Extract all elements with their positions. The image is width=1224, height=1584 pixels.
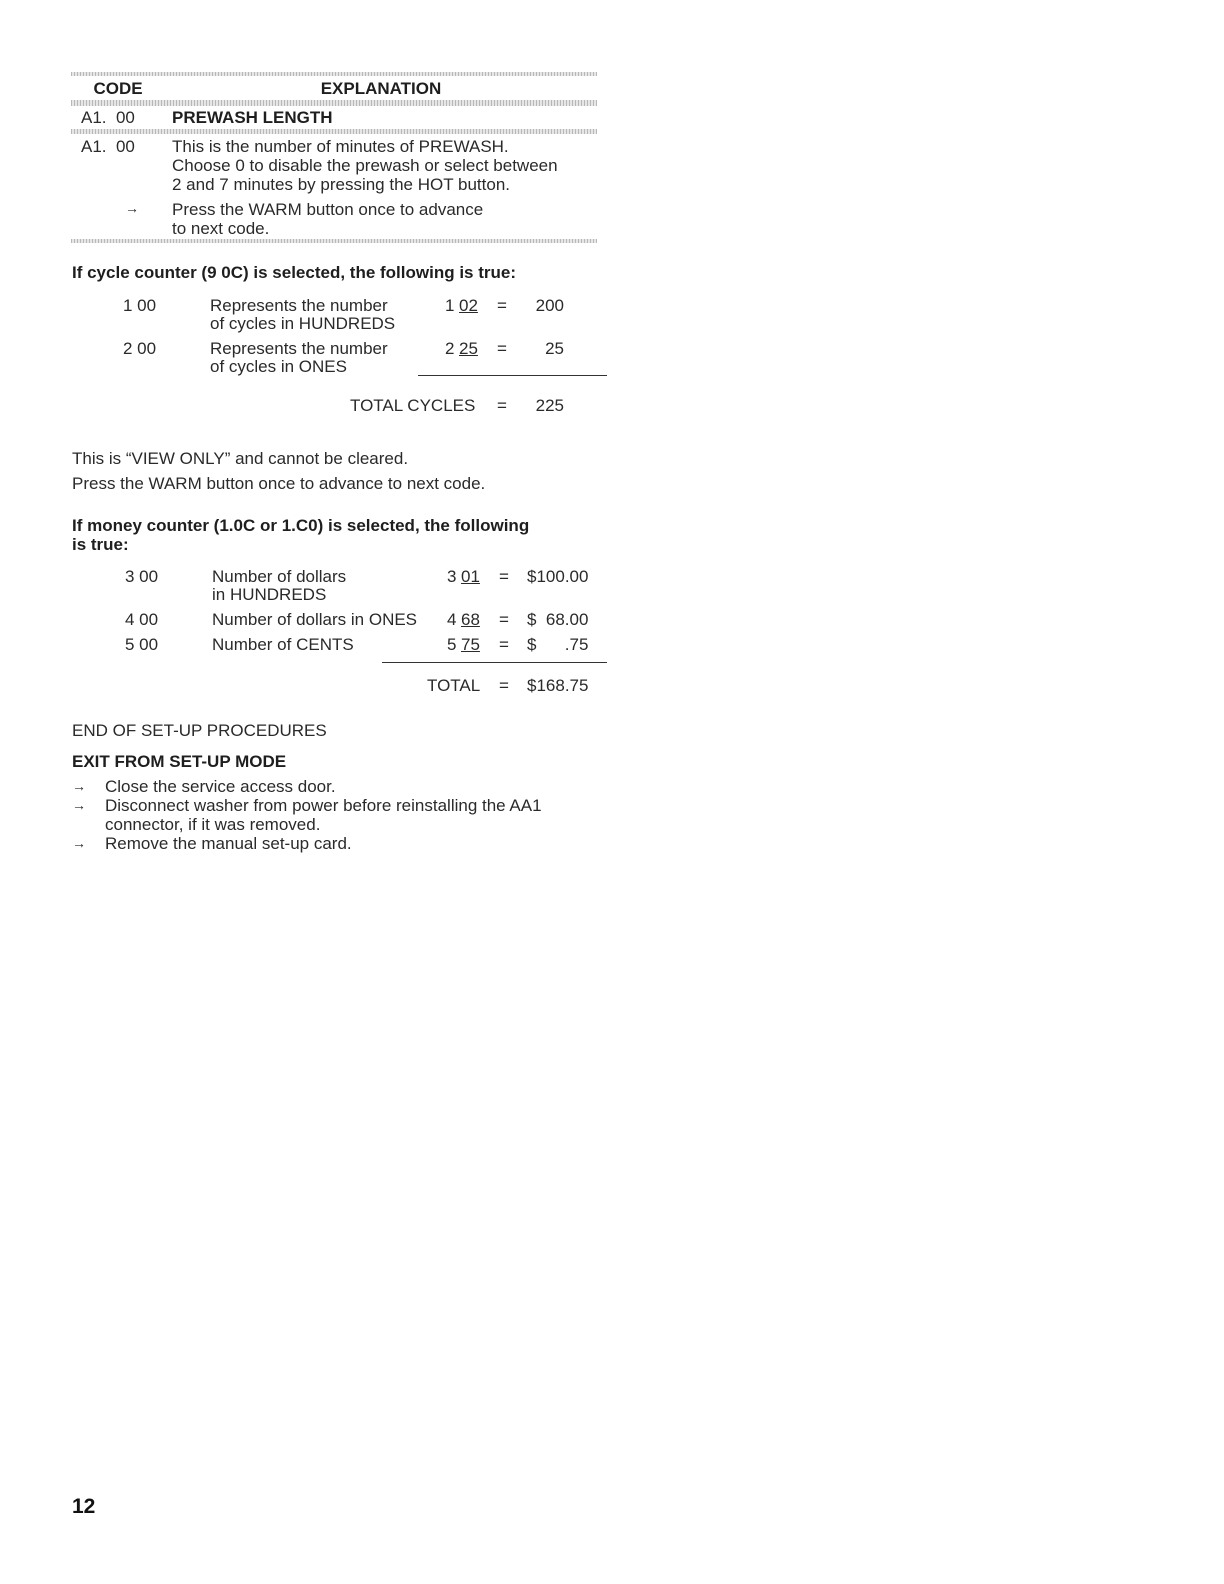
explanation-column-header: EXPLANATION [320, 79, 442, 98]
money-row-3-value: 75 [461, 635, 480, 654]
header-divider [71, 100, 597, 106]
cycle-row-1-value: 02 [459, 296, 478, 315]
exit-item-2-line-1: Disconnect washer from power before reinstalling the AA1 [105, 796, 542, 815]
cycle-row-2-digit: 2 [445, 339, 455, 358]
money-row-2-equals: = [499, 610, 509, 629]
cycle-row-1-desc-2: of cycles in HUNDREDS [210, 314, 396, 333]
exit-item-2-line-2: connector, if it was removed. [105, 815, 321, 834]
cycle-total-label: TOTAL CYCLES [350, 396, 476, 415]
money-total-equals: = [499, 676, 509, 695]
money-row-2-code: 4 00 [125, 610, 159, 629]
arrow-icon: → [72, 797, 86, 813]
cycle-row-2-equals: = [497, 339, 507, 358]
cycle-counter-heading: If cycle counter (9 0C) is selected, the following is true: [72, 263, 516, 282]
money-counter-heading-line-1: If money counter (1.0C or 1.C0) is selected, the following [72, 516, 530, 535]
money-row-1-equals: = [499, 567, 509, 586]
page-number: 12 [72, 1495, 96, 1518]
cycle-row-2-desc-1: Represents the number [210, 339, 388, 358]
money-row-1-code: 3 00 [125, 567, 159, 586]
row-code: A1. 00 [81, 137, 135, 156]
money-total-label: TOTAL [427, 676, 481, 695]
cycle-row-1-equals: = [497, 296, 507, 315]
money-row-2-value: 68 [461, 610, 480, 629]
cycle-row-2-result: 25 [545, 339, 564, 358]
advance-text-line-1: Press the WARM button once to advance [172, 200, 484, 219]
cycle-row-1-desc-1: Represents the number [210, 296, 388, 315]
money-row-3-result: $ .75 [527, 635, 589, 654]
cycle-row-2-code: 2 00 [123, 339, 157, 358]
row-text-line-1: This is the number of minutes of PREWASH. [172, 137, 509, 156]
money-row-2-digit: 4 [447, 610, 457, 629]
end-of-setup-text: END OF SET-UP PROCEDURES [72, 721, 327, 740]
money-row-2-desc-1: Number of dollars in ONES [212, 610, 418, 629]
cycle-sum-rule [418, 375, 607, 376]
money-row-3-code: 5 00 [125, 635, 159, 654]
money-row-3-desc-1: Number of CENTS [212, 635, 354, 654]
section-code: A1. 00 [81, 108, 135, 127]
money-row-3-digit: 5 [447, 635, 457, 654]
exit-heading: EXIT FROM SET-UP MODE [72, 752, 287, 771]
view-only-note: This is “VIEW ONLY” and cannot be cleared. [72, 449, 409, 468]
money-row-2-result: $ 68.00 [527, 610, 589, 629]
table-bottom-rule [71, 239, 597, 243]
cycle-total-equals: = [497, 396, 507, 415]
money-row-1-desc-2: in HUNDREDS [212, 585, 327, 604]
arrow-icon: → [125, 200, 139, 216]
money-counter-heading-line-2: is true: [72, 535, 129, 554]
code-column-header: CODE [93, 79, 143, 98]
advance-note: Press the WARM button once to advance to next code. [72, 474, 486, 493]
money-total-value: $168.75 [527, 676, 589, 695]
section-divider [71, 129, 597, 134]
money-row-1-digit: 3 [447, 567, 457, 586]
money-row-1-desc-1: Number of dollars [212, 567, 347, 586]
row-text-line-2: Choose 0 to disable the prewash or select between [172, 156, 558, 175]
arrow-icon: → [72, 778, 86, 794]
table-top-rule [71, 72, 597, 76]
money-row-1-result: $100.00 [527, 567, 589, 586]
arrow-icon: → [72, 835, 86, 851]
exit-item-3: Remove the manual set-up card. [105, 834, 352, 853]
cycle-row-1-result: 200 [535, 296, 564, 315]
cycle-total-value: 225 [535, 396, 564, 415]
section-title: PREWASH LENGTH [172, 108, 333, 127]
money-row-1-value: 01 [461, 567, 480, 586]
exit-item-1: Close the service access door. [105, 777, 336, 796]
money-row-3-equals: = [499, 635, 509, 654]
cycle-row-2-value: 25 [459, 339, 478, 358]
row-text-line-3: 2 and 7 minutes by pressing the HOT button. [172, 175, 510, 194]
cycle-row-1-digit: 1 [445, 296, 455, 315]
advance-text-line-2: to next code. [172, 219, 270, 238]
money-sum-rule [382, 662, 607, 663]
cycle-row-1-code: 1 00 [123, 296, 157, 315]
cycle-row-2-desc-2: of cycles in ONES [210, 357, 347, 376]
